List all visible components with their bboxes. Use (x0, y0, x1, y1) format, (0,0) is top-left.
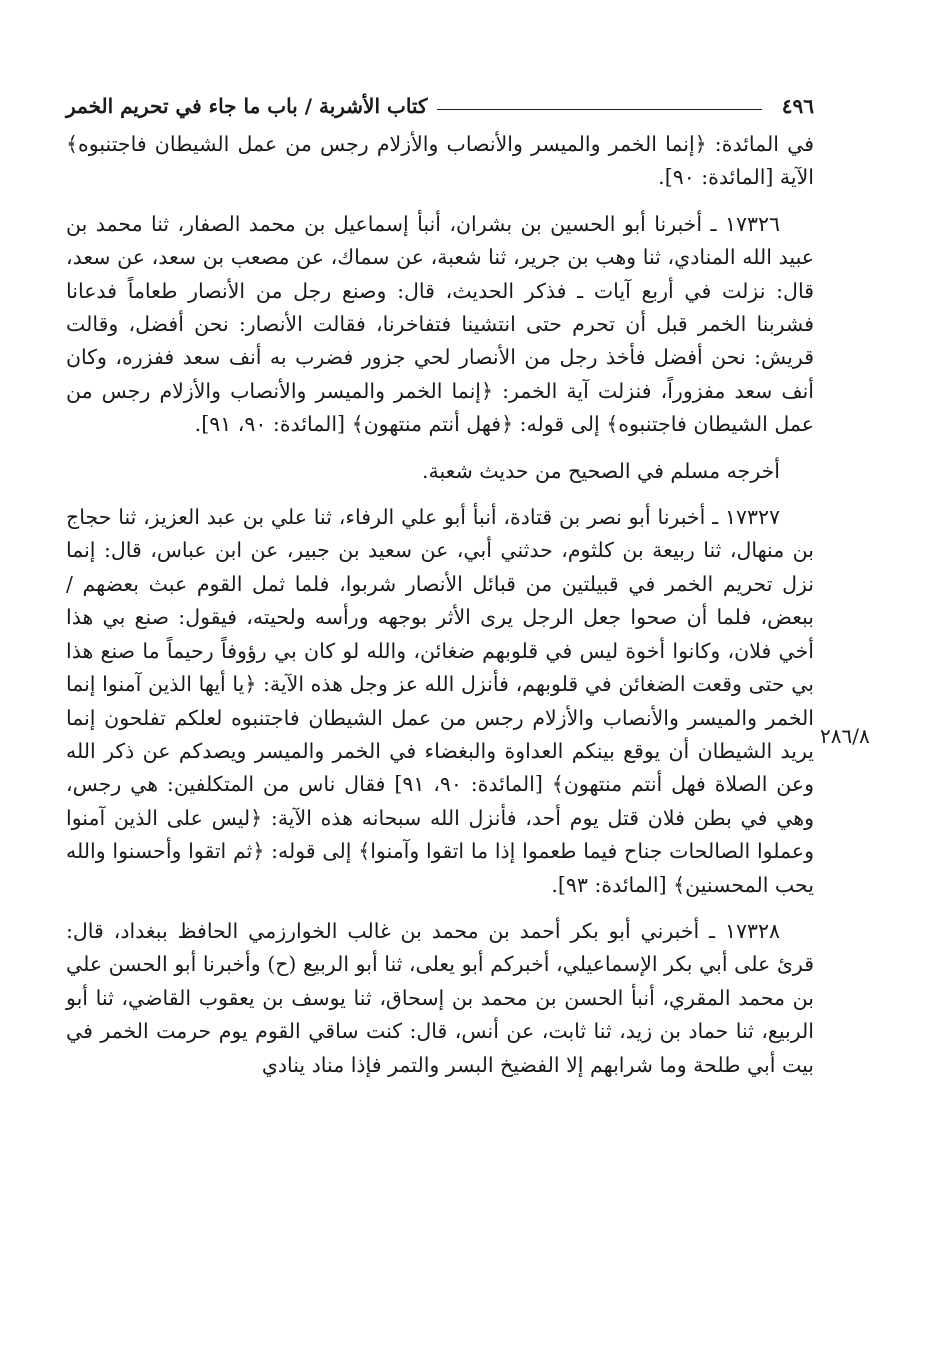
page-number: ٤٩٦ (781, 94, 814, 118)
page-body (66, 128, 814, 1095)
hadith-17326: ١٧٣٢٦ ـ أخبرنا أبو الحسين بن بشران، أنبأ إسماعيل بن محمد الصفار، ثنا محمد بن عبيد الله المنادي، ثنا وهب بن جرير، ثنا شعبة، عن سماك، عن مصعب بن سعد، عن سعد، قال: نزلت في أربع آيات ـ فذكر الحديث، قال: وصنع رجل من الأنصار طعاماً فدعانا فشربنا الخمر قبل أن تحرم حتى انتشينا فتفاخرنا، فقالت الأنصار: نحن أفضل، وقالت قريش: نحن أفضل فأخذ رجل من الأنصار لحي جزور فضرب به أنف سعد ففزره، وكان أنف سعد مفزوراً، فنزلت آية الخمر: ﴿إنما الخمر والميسر والأنصاب والأزلام رجس من عمل الشيطان فاجتنبوه﴾ إلى قوله: ﴿فهل أنتم منتهون﴾ [المائدة: ٩٠، ٩١]. (66, 211, 814, 437)
running-title: كتاب الأشربة / باب ما جاء في تحريم الخمر (66, 94, 428, 118)
paragraph-continuation: في المائدة: ﴿إنما الخمر والميسر والأنصاب والأزلام رجس من عمل الشيطان فاجتنبوه﴾ الآية [المائدة: ٩٠]. (66, 132, 814, 190)
running-header (66, 84, 814, 118)
hadith-17327: ١٧٣٢٧ ـ أخبرنا أبو نصر بن قتادة، أنبأ أبو علي الرفاء، ثنا علي بن عبد العزيز، ثنا حجاج بن منهال، ثنا ربيعة بن كلثوم، حدثني أبي، عن سعيد بن جبير، عن ابن عباس، قال: إنما نزل تحريم الخمر في قبيلتين من قبائل الأنصار شربوا، فلما ثمل القوم عبث بعضهم / ببعض، فلما أن صحوا جعل الرجل يرى الأثر بوجهه ورأسه ولحيته، فيقول: صنع بي هذا أخي فلان، وكانوا أخوة ليس في قلوبهم ضغائن، والله لو كان بي رؤوفاً رحيماً ما صنع هذا بي حتى وقعت الضغائن في قلوبهم، فأنزل الله عز وجل هذه الآية: ﴿يا أيها الذين آمنوا إنما الخمر والميسر والأنصاب والأزلام رجس من عمل الشيطان فاجتنبوه لعلكم تفلحون إنما يريد الشيطان أن يوقع بينكم العداوة والبغضاء في الخمر والميسر ويصدكم عن ذكر الله وعن الصلاة فهل أنتم منتهون﴾ [المائدة: ٩٠، ٩١] فقال ناس من المتكلفين: هي رجس، وهي في بطن فلان قتل يوم أحد، فأنزل الله سبحانه هذه الآية: ﴿ليس على الذين آمنوا وعملوا الصالحات جناح فيما طعموا إذا ما اتقوا وآمنوا﴾ إلى قوله: ﴿ثم اتقوا وأحسنوا والله يحب المحسنين﴾ [المائدة: ٩٣]. (66, 505, 814, 897)
header-rule (437, 109, 761, 110)
takhrij-note: أخرجه مسلم في الصحيح من حديث شعبة. (421, 458, 780, 483)
margin-reference: ٢٨٦/٨ (820, 724, 870, 748)
hadith-17328: ١٧٣٢٨ ـ أخبرني أبو بكر أحمد بن محمد بن غالب الخوارزمي الحافظ ببغداد، قال: قرئ على أبي بكر الإسماعيلي، أخبركم أبو يعلى، ثنا أبو الربيع (ح) وأخبرنا أبو الحسن علي بن محمد المقري، أنبأ الحسن بن محمد بن إسحاق، ثنا يوسف بن يعقوب القاضي، ثنا أبو الربيع، ثنا حماد بن زيد، ثنا ثابت، عن أنس، قال: كنت ساقي القوم يوم حرمت الخمر في بيت أبي طلحة وما شرابهم إلا الفضيخ البسر والتمر فإذا مناد ينادي (66, 918, 814, 1077)
